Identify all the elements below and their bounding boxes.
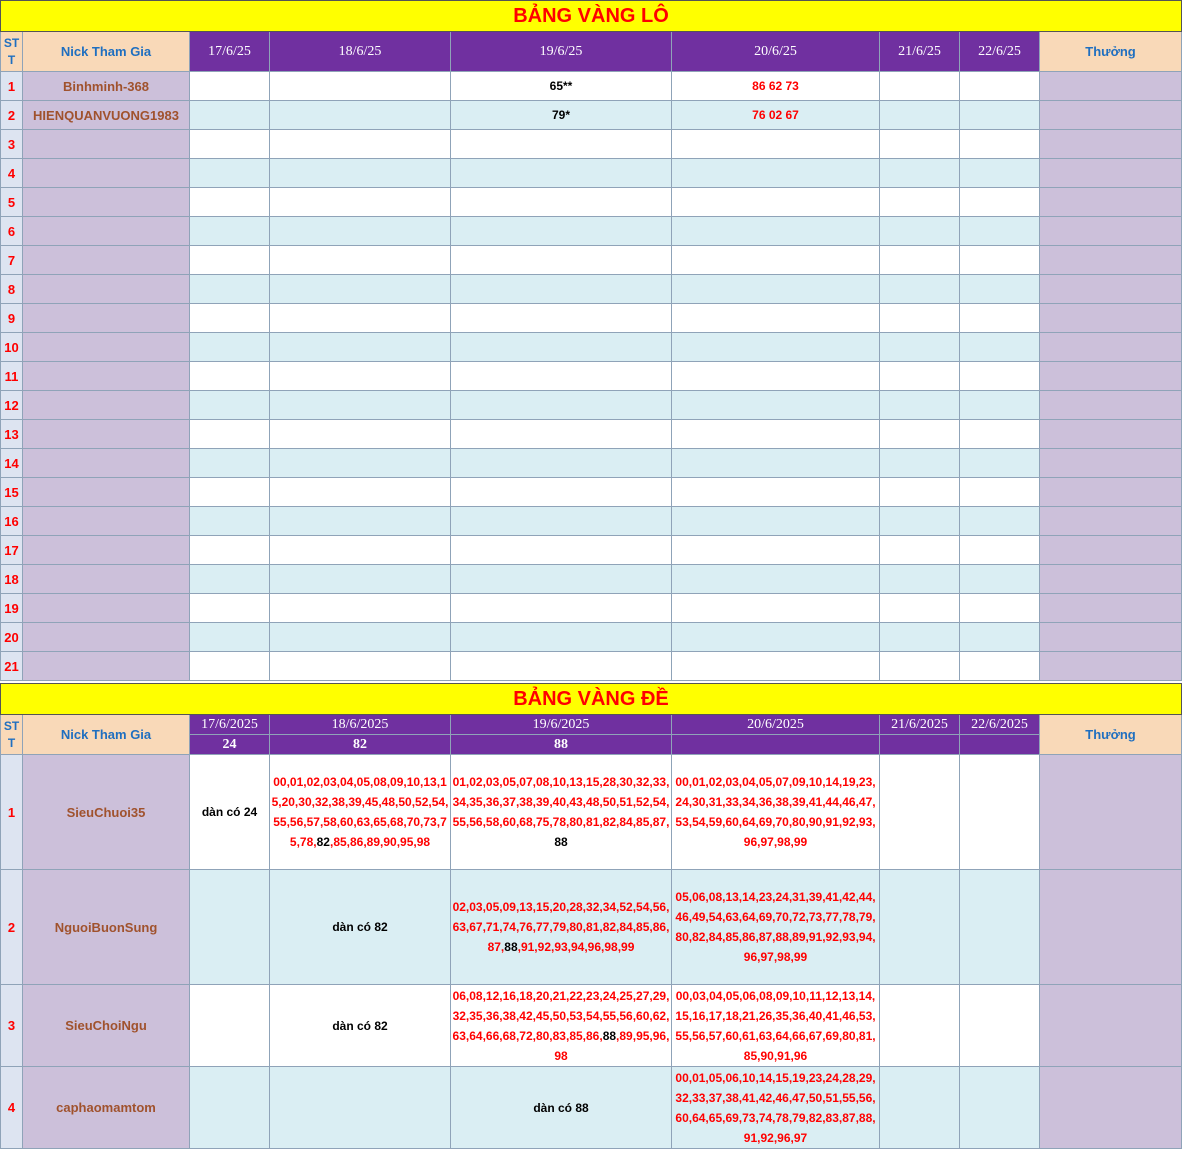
- lo-entry-cell: [190, 449, 270, 478]
- lo-thuong-cell: [1040, 449, 1182, 478]
- de-result: 88: [451, 735, 672, 755]
- lo-entry-cell: [880, 652, 960, 681]
- de-numbers: 02,03,05,09,13,15,20,28,32,34,52,54,56,63,67,71,74,76,77,79,80,81,82,84,85,86,87,: [452, 900, 670, 954]
- lo-thuong-cell: [1040, 72, 1182, 101]
- lo-nick-cell: [23, 159, 190, 188]
- lo-nick-cell: [23, 565, 190, 594]
- lo-entry-cell: [960, 362, 1040, 391]
- lo-entry-cell: [451, 275, 672, 304]
- lo-entry-cell: [672, 594, 880, 623]
- lo-entry-cell: [672, 217, 880, 246]
- lo-entry-cell: [672, 391, 880, 420]
- lo-entry-cell: [880, 420, 960, 449]
- lo-entry-cell: [880, 478, 960, 507]
- lo-entry-cell: [960, 507, 1040, 536]
- lo-entry-cell: [270, 275, 451, 304]
- lo-entry-cell: [190, 536, 270, 565]
- lo-entry-cell: [270, 217, 451, 246]
- de-hit-number: 88: [602, 1028, 617, 1043]
- de-result: 24: [190, 735, 270, 755]
- lo-thuong-cell: [1040, 188, 1182, 217]
- lo-entry-cell: [960, 217, 1040, 246]
- lo-entry-cell: [672, 652, 880, 681]
- lo-title: BẢNG VÀNG LÔ: [1, 1, 1182, 32]
- lo-entry-cell: [880, 391, 960, 420]
- de-entry-cell: [270, 755, 451, 870]
- lo-thuong-cell: [1040, 652, 1182, 681]
- lo-entry-cell: [960, 188, 1040, 217]
- lo-nick-cell: [23, 536, 190, 565]
- lo-thuong-cell: [1040, 507, 1182, 536]
- lo-row: [1, 159, 1182, 188]
- de-stt-header: ST T: [1, 715, 23, 755]
- lo-entry-cell: [270, 188, 451, 217]
- de-entry-cell: [451, 755, 672, 870]
- lo-entry-cell: [960, 652, 1040, 681]
- lo-entry-cell: [270, 362, 451, 391]
- lo-thuong-cell: [1040, 275, 1182, 304]
- lo-entry-cell: [960, 101, 1040, 130]
- de-numbers-tail: ,91,92,93,94,96,98,99: [517, 940, 635, 954]
- lo-entry-cell: [190, 507, 270, 536]
- lo-entry-cell: [451, 449, 672, 478]
- de-result: [880, 735, 960, 755]
- lo-entry-cell: [960, 246, 1040, 275]
- lo-entry-cell: [672, 623, 880, 652]
- lo-thuong-cell: [1040, 101, 1182, 130]
- de-entry-cell: [672, 870, 880, 985]
- lo-row: [1, 188, 1182, 217]
- lo-entry-cell: [880, 507, 960, 536]
- lo-entry-cell: [880, 217, 960, 246]
- lo-entry-cell: [880, 246, 960, 275]
- lo-nick-cell: Binhminh-368: [23, 72, 190, 101]
- lo-entry-cell: [960, 478, 1040, 507]
- lo-entry-cell: [270, 159, 451, 188]
- lo-entry-cell: [190, 333, 270, 362]
- lo-thuong-cell: [1040, 217, 1182, 246]
- lo-row: [1, 623, 1182, 652]
- lo-nick-cell: [23, 623, 190, 652]
- lo-row: [1, 478, 1182, 507]
- lo-entry-cell: [880, 623, 960, 652]
- lo-entry-cell: 76 02 67: [672, 101, 880, 130]
- de-date-header: 18/6/2025: [270, 715, 451, 735]
- lo-entry-cell: [190, 101, 270, 130]
- de-thuong-header: Thưởng: [1040, 715, 1182, 755]
- lo-entry-cell: [190, 217, 270, 246]
- lo-entry-cell: [270, 333, 451, 362]
- lo-entry-cell: [672, 159, 880, 188]
- lo-entry-cell: [270, 565, 451, 594]
- lo-stt-cell: 2: [1, 101, 23, 130]
- lo-entry-cell: [960, 594, 1040, 623]
- lo-entry-cell: 65**: [451, 72, 672, 101]
- lo-entry-cell: [270, 652, 451, 681]
- de-result: [672, 735, 880, 755]
- lo-nick-cell: [23, 478, 190, 507]
- lo-date-header: 20/6/25: [672, 32, 880, 72]
- lo-stt-header: ST T: [1, 32, 23, 72]
- lo-row: [1, 420, 1182, 449]
- de-table: [0, 683, 1182, 1149]
- lo-stt-cell: 5: [1, 188, 23, 217]
- lo-entry-cell: [672, 536, 880, 565]
- lo-entry-cell: [672, 130, 880, 159]
- lo-entry-cell: [190, 652, 270, 681]
- de-thuong-cell: [1040, 870, 1182, 985]
- de-nick-cell: caphaomamtom: [23, 1067, 190, 1149]
- lo-nick-header: Nick Tham Gia: [23, 32, 190, 72]
- lo-entry-cell: [190, 130, 270, 159]
- lo-nick-cell: [23, 449, 190, 478]
- de-entry-cell: [190, 870, 270, 985]
- lo-stt-cell: 18: [1, 565, 23, 594]
- de-nick-cell: SieuChuoi35: [23, 755, 190, 870]
- de-thuong-cell: [1040, 1067, 1182, 1149]
- lo-entry-cell: [960, 565, 1040, 594]
- de-entry-cell: [451, 985, 672, 1067]
- lo-stt-cell: 6: [1, 217, 23, 246]
- lo-row: [1, 333, 1182, 362]
- lo-thuong-cell: [1040, 594, 1182, 623]
- lo-thuong-cell: [1040, 623, 1182, 652]
- lo-entry-cell: [672, 478, 880, 507]
- lo-row: [1, 217, 1182, 246]
- lo-thuong-cell: [1040, 246, 1182, 275]
- lo-entry-cell: [960, 130, 1040, 159]
- lo-row: [1, 594, 1182, 623]
- lo-entry-cell: [880, 536, 960, 565]
- de-hit-number: 88: [504, 940, 518, 954]
- lo-entry-cell: [270, 391, 451, 420]
- lo-thuong-cell: [1040, 391, 1182, 420]
- lo-entry-cell: [672, 507, 880, 536]
- lo-thuong-cell: [1040, 362, 1182, 391]
- de-entry-cell: [672, 755, 880, 870]
- lo-row: [1, 536, 1182, 565]
- lo-entry-cell: [880, 565, 960, 594]
- lo-thuong-cell: [1040, 420, 1182, 449]
- lo-entry-cell: [190, 188, 270, 217]
- de-result: [960, 735, 1040, 755]
- lo-thuong-cell: [1040, 478, 1182, 507]
- de-numbers: 01,02,03,05,07,08,10,13,15,28,30,32,33,34,35,36,37,38,39,40,43,48,50,51,52,54,55,56,58,60,68,75,78,80,81,82,84,85,87,: [452, 775, 670, 829]
- lo-nick-cell: [23, 333, 190, 362]
- lo-entry-cell: [190, 246, 270, 275]
- lo-stt-cell: 7: [1, 246, 23, 275]
- lo-stt-cell: 14: [1, 449, 23, 478]
- lo-entry-cell: [270, 101, 451, 130]
- de-entry-cell: [270, 1067, 451, 1149]
- lo-entry-cell: [270, 72, 451, 101]
- lo-row: [1, 72, 1182, 101]
- lo-entry-cell: [880, 188, 960, 217]
- lo-nick-cell: [23, 420, 190, 449]
- lo-entry-cell: [960, 333, 1040, 362]
- lo-thuong-cell: [1040, 333, 1182, 362]
- de-numbers: dàn có 24: [201, 805, 258, 819]
- lo-entry-cell: [880, 304, 960, 333]
- de-hit-number: 88: [554, 835, 568, 849]
- lo-entry-cell: [880, 72, 960, 101]
- de-numbers-tail: ,89,95,96,98: [554, 1028, 670, 1063]
- lo-entry-cell: [270, 420, 451, 449]
- lo-entry-cell: [880, 130, 960, 159]
- lo-entry-cell: [190, 275, 270, 304]
- lo-entry-cell: [960, 420, 1040, 449]
- lo-nick-cell: [23, 246, 190, 275]
- lo-entry-cell: [270, 594, 451, 623]
- lo-nick-cell: HIENQUANVUONG1983: [23, 101, 190, 130]
- lo-entry-cell: [960, 275, 1040, 304]
- de-nick-cell: NguoiBuonSung: [23, 870, 190, 985]
- lo-nick-cell: [23, 304, 190, 333]
- lo-nick-cell: [23, 362, 190, 391]
- de-hit-number: 82: [316, 835, 330, 849]
- lo-date-header: 18/6/25: [270, 32, 451, 72]
- de-entry-cell: [190, 755, 270, 870]
- lo-nick-cell: [23, 594, 190, 623]
- de-numbers: 06,08,12,16,18,20,21,22,23,24,25,27,29,32,35,36,38,42,45,50,53,54,55,56,60,62,63,64,66,68,72,80,83,85,86,: [452, 988, 670, 1043]
- lo-entry-cell: [190, 304, 270, 333]
- lo-stt-cell: 21: [1, 652, 23, 681]
- de-entry-cell: [270, 985, 451, 1067]
- lo-entry-cell: [190, 362, 270, 391]
- de-stt-cell: 4: [1, 1067, 23, 1149]
- lo-nick-cell: [23, 130, 190, 159]
- lo-entry-cell: [672, 362, 880, 391]
- lo-entry-cell: [190, 565, 270, 594]
- de-row: [1, 985, 1182, 1067]
- de-row: [1, 870, 1182, 985]
- de-entry-cell: [880, 1067, 960, 1149]
- lo-stt-cell: 4: [1, 159, 23, 188]
- lo-entry-cell: [270, 623, 451, 652]
- lo-entry-cell: [880, 333, 960, 362]
- lo-nick-cell: [23, 188, 190, 217]
- lo-entry-cell: [270, 507, 451, 536]
- lo-entry-cell: [270, 536, 451, 565]
- de-numbers: 00,03,04,05,06,08,09,10,11,12,13,14,15,16,17,18,21,26,35,36,40,41,46,53,55,56,57,60,61,63,64,66,67,69,80,81,85,90,91,96: [675, 988, 876, 1063]
- lo-entry-cell: [451, 362, 672, 391]
- lo-entry-cell: [190, 391, 270, 420]
- lo-row: [1, 507, 1182, 536]
- de-date-header: 19/6/2025: [451, 715, 672, 735]
- de-numbers: 05,06,08,13,14,23,24,31,39,41,42,44,46,49,54,63,64,69,70,72,73,77,78,79,80,82,84,85,86,87,88,89,91,92,93,94,96,97,98,99: [675, 890, 876, 964]
- lo-entry-cell: [190, 72, 270, 101]
- de-title: BẢNG VÀNG ĐỀ: [1, 684, 1182, 715]
- lo-entry-cell: [880, 449, 960, 478]
- lo-entry-cell: [190, 420, 270, 449]
- lo-entry-cell: [960, 391, 1040, 420]
- de-stt-cell: 1: [1, 755, 23, 870]
- lo-stt-cell: 3: [1, 130, 23, 159]
- de-numbers: 00,01,02,03,04,05,08,09,10,13,15,20,30,32,38,39,45,48,50,52,54,55,56,57,58,60,63,65,68,70,73,75,78,: [271, 775, 449, 849]
- lo-entry-cell: [672, 188, 880, 217]
- lo-entry-cell: [270, 449, 451, 478]
- lo-entry-cell: [270, 246, 451, 275]
- lo-row: [1, 565, 1182, 594]
- lo-entry-cell: [880, 101, 960, 130]
- lo-entry-cell: [672, 246, 880, 275]
- lo-row: [1, 362, 1182, 391]
- lo-entry-cell: [451, 217, 672, 246]
- de-entry-cell: [960, 755, 1040, 870]
- de-numbers: dàn có 88: [533, 1100, 589, 1115]
- lo-stt-cell: 17: [1, 536, 23, 565]
- lo-stt-cell: 9: [1, 304, 23, 333]
- de-date-header: 20/6/2025: [672, 715, 880, 735]
- lo-entry-cell: [672, 333, 880, 362]
- de-numbers: dàn có 82: [332, 920, 388, 934]
- lo-row: [1, 101, 1182, 130]
- lo-entry-cell: [672, 449, 880, 478]
- lo-entry-cell: [451, 391, 672, 420]
- lo-entry-cell: [960, 304, 1040, 333]
- de-date-header: 17/6/2025: [190, 715, 270, 735]
- de-thuong-cell: [1040, 985, 1182, 1067]
- lo-stt-cell: 12: [1, 391, 23, 420]
- de-entry-cell: [960, 1067, 1040, 1149]
- lo-stt-cell: 16: [1, 507, 23, 536]
- de-entry-cell: [672, 1067, 880, 1149]
- de-row: [1, 755, 1182, 870]
- de-entry-cell: [880, 755, 960, 870]
- lo-thuong-cell: [1040, 565, 1182, 594]
- lo-entry-cell: [880, 159, 960, 188]
- lo-thuong-cell: [1040, 536, 1182, 565]
- lo-entry-cell: [451, 565, 672, 594]
- de-thuong-cell: [1040, 755, 1182, 870]
- lo-entry-cell: [451, 188, 672, 217]
- de-entry-cell: [451, 1067, 672, 1149]
- lo-row: [1, 449, 1182, 478]
- de-date-header: 21/6/2025: [880, 715, 960, 735]
- lo-entry-cell: [451, 246, 672, 275]
- de-numbers: dàn có 82: [332, 1018, 388, 1033]
- de-result: 82: [270, 735, 451, 755]
- lo-entry-cell: [451, 594, 672, 623]
- lo-entry-cell: [190, 594, 270, 623]
- lo-thuong-cell: [1040, 159, 1182, 188]
- lo-thuong-cell: [1040, 130, 1182, 159]
- de-stt-cell: 3: [1, 985, 23, 1067]
- lo-entry-cell: [270, 304, 451, 333]
- lo-entry-cell: [672, 304, 880, 333]
- lo-nick-cell: [23, 391, 190, 420]
- de-nick-header: Nick Tham Gia: [23, 715, 190, 755]
- lo-entry-cell: [451, 333, 672, 362]
- lo-entry-cell: [451, 623, 672, 652]
- de-entry-cell: [451, 870, 672, 985]
- lo-entry-cell: [672, 275, 880, 304]
- lo-date-header: 21/6/25: [880, 32, 960, 72]
- lo-entry-cell: [451, 652, 672, 681]
- lo-entry-cell: [451, 130, 672, 159]
- lo-entry-cell: [960, 72, 1040, 101]
- de-entry-cell: [880, 870, 960, 985]
- lo-entry-cell: [451, 507, 672, 536]
- de-row: [1, 1067, 1182, 1149]
- lo-nick-cell: [23, 507, 190, 536]
- lo-entry-cell: [672, 565, 880, 594]
- lo-thuong-cell: [1040, 304, 1182, 333]
- lo-entry-cell: [672, 420, 880, 449]
- lo-entry-cell: [451, 536, 672, 565]
- de-entry-cell: [672, 985, 880, 1067]
- lo-stt-cell: 20: [1, 623, 23, 652]
- lo-nick-cell: [23, 217, 190, 246]
- lo-nick-cell: [23, 275, 190, 304]
- lo-date-header: 19/6/25: [451, 32, 672, 72]
- lo-stt-cell: 19: [1, 594, 23, 623]
- lo-entry-cell: [960, 449, 1040, 478]
- de-entry-cell: [960, 985, 1040, 1067]
- lo-entry-cell: [960, 623, 1040, 652]
- lo-stt-cell: 8: [1, 275, 23, 304]
- lo-entry-cell: [270, 478, 451, 507]
- de-date-header: 22/6/2025: [960, 715, 1040, 735]
- lo-row: [1, 275, 1182, 304]
- lo-stt-cell: 13: [1, 420, 23, 449]
- de-entry-cell: [190, 1067, 270, 1149]
- lo-entry-cell: 79*: [451, 101, 672, 130]
- lo-entry-cell: [880, 275, 960, 304]
- lo-entry-cell: [190, 623, 270, 652]
- lo-entry-cell: [960, 536, 1040, 565]
- lo-date-header: 17/6/25: [190, 32, 270, 72]
- lo-row: [1, 304, 1182, 333]
- lo-entry-cell: [451, 304, 672, 333]
- lo-stt-cell: 15: [1, 478, 23, 507]
- lo-date-header: 22/6/25: [960, 32, 1040, 72]
- de-stt-cell: 2: [1, 870, 23, 985]
- lo-stt-cell: 1: [1, 72, 23, 101]
- de-entry-cell: [190, 985, 270, 1067]
- lo-nick-cell: [23, 652, 190, 681]
- de-entry-cell: [270, 870, 451, 985]
- lo-thuong-header: Thưởng: [1040, 32, 1182, 72]
- lo-entry-cell: 86 62 73: [672, 72, 880, 101]
- lo-row: [1, 130, 1182, 159]
- de-entry-cell: [880, 985, 960, 1067]
- lo-row: [1, 246, 1182, 275]
- lo-entry-cell: [190, 159, 270, 188]
- lo-stt-cell: 11: [1, 362, 23, 391]
- lo-entry-cell: [451, 420, 672, 449]
- lo-entry-cell: [451, 159, 672, 188]
- de-numbers: 00,01,05,06,10,14,15,19,23,24,28,29,32,33,37,38,41,42,46,47,50,51,55,56,60,64,65,69,73,74,78,79,82,83,87,88,91,92,96,97: [675, 1070, 876, 1145]
- lo-row: [1, 391, 1182, 420]
- lo-entry-cell: [880, 594, 960, 623]
- lo-row: [1, 652, 1182, 681]
- de-numbers: 00,01,02,03,04,05,07,09,10,14,19,23,24,30,31,33,34,36,38,39,41,44,46,47,53,54,59,60,64,69,70,80,90,91,92,93,96,97,98,99: [675, 775, 876, 849]
- lo-entry-cell: [190, 478, 270, 507]
- lo-entry-cell: [960, 159, 1040, 188]
- de-numbers-tail: ,85,86,89,90,95,98: [329, 835, 431, 849]
- de-nick-cell: SieuChoiNgu: [23, 985, 190, 1067]
- lo-entry-cell: [270, 130, 451, 159]
- lo-entry-cell: [451, 478, 672, 507]
- de-entry-cell: [960, 870, 1040, 985]
- lo-entry-cell: [880, 362, 960, 391]
- lo-stt-cell: 10: [1, 333, 23, 362]
